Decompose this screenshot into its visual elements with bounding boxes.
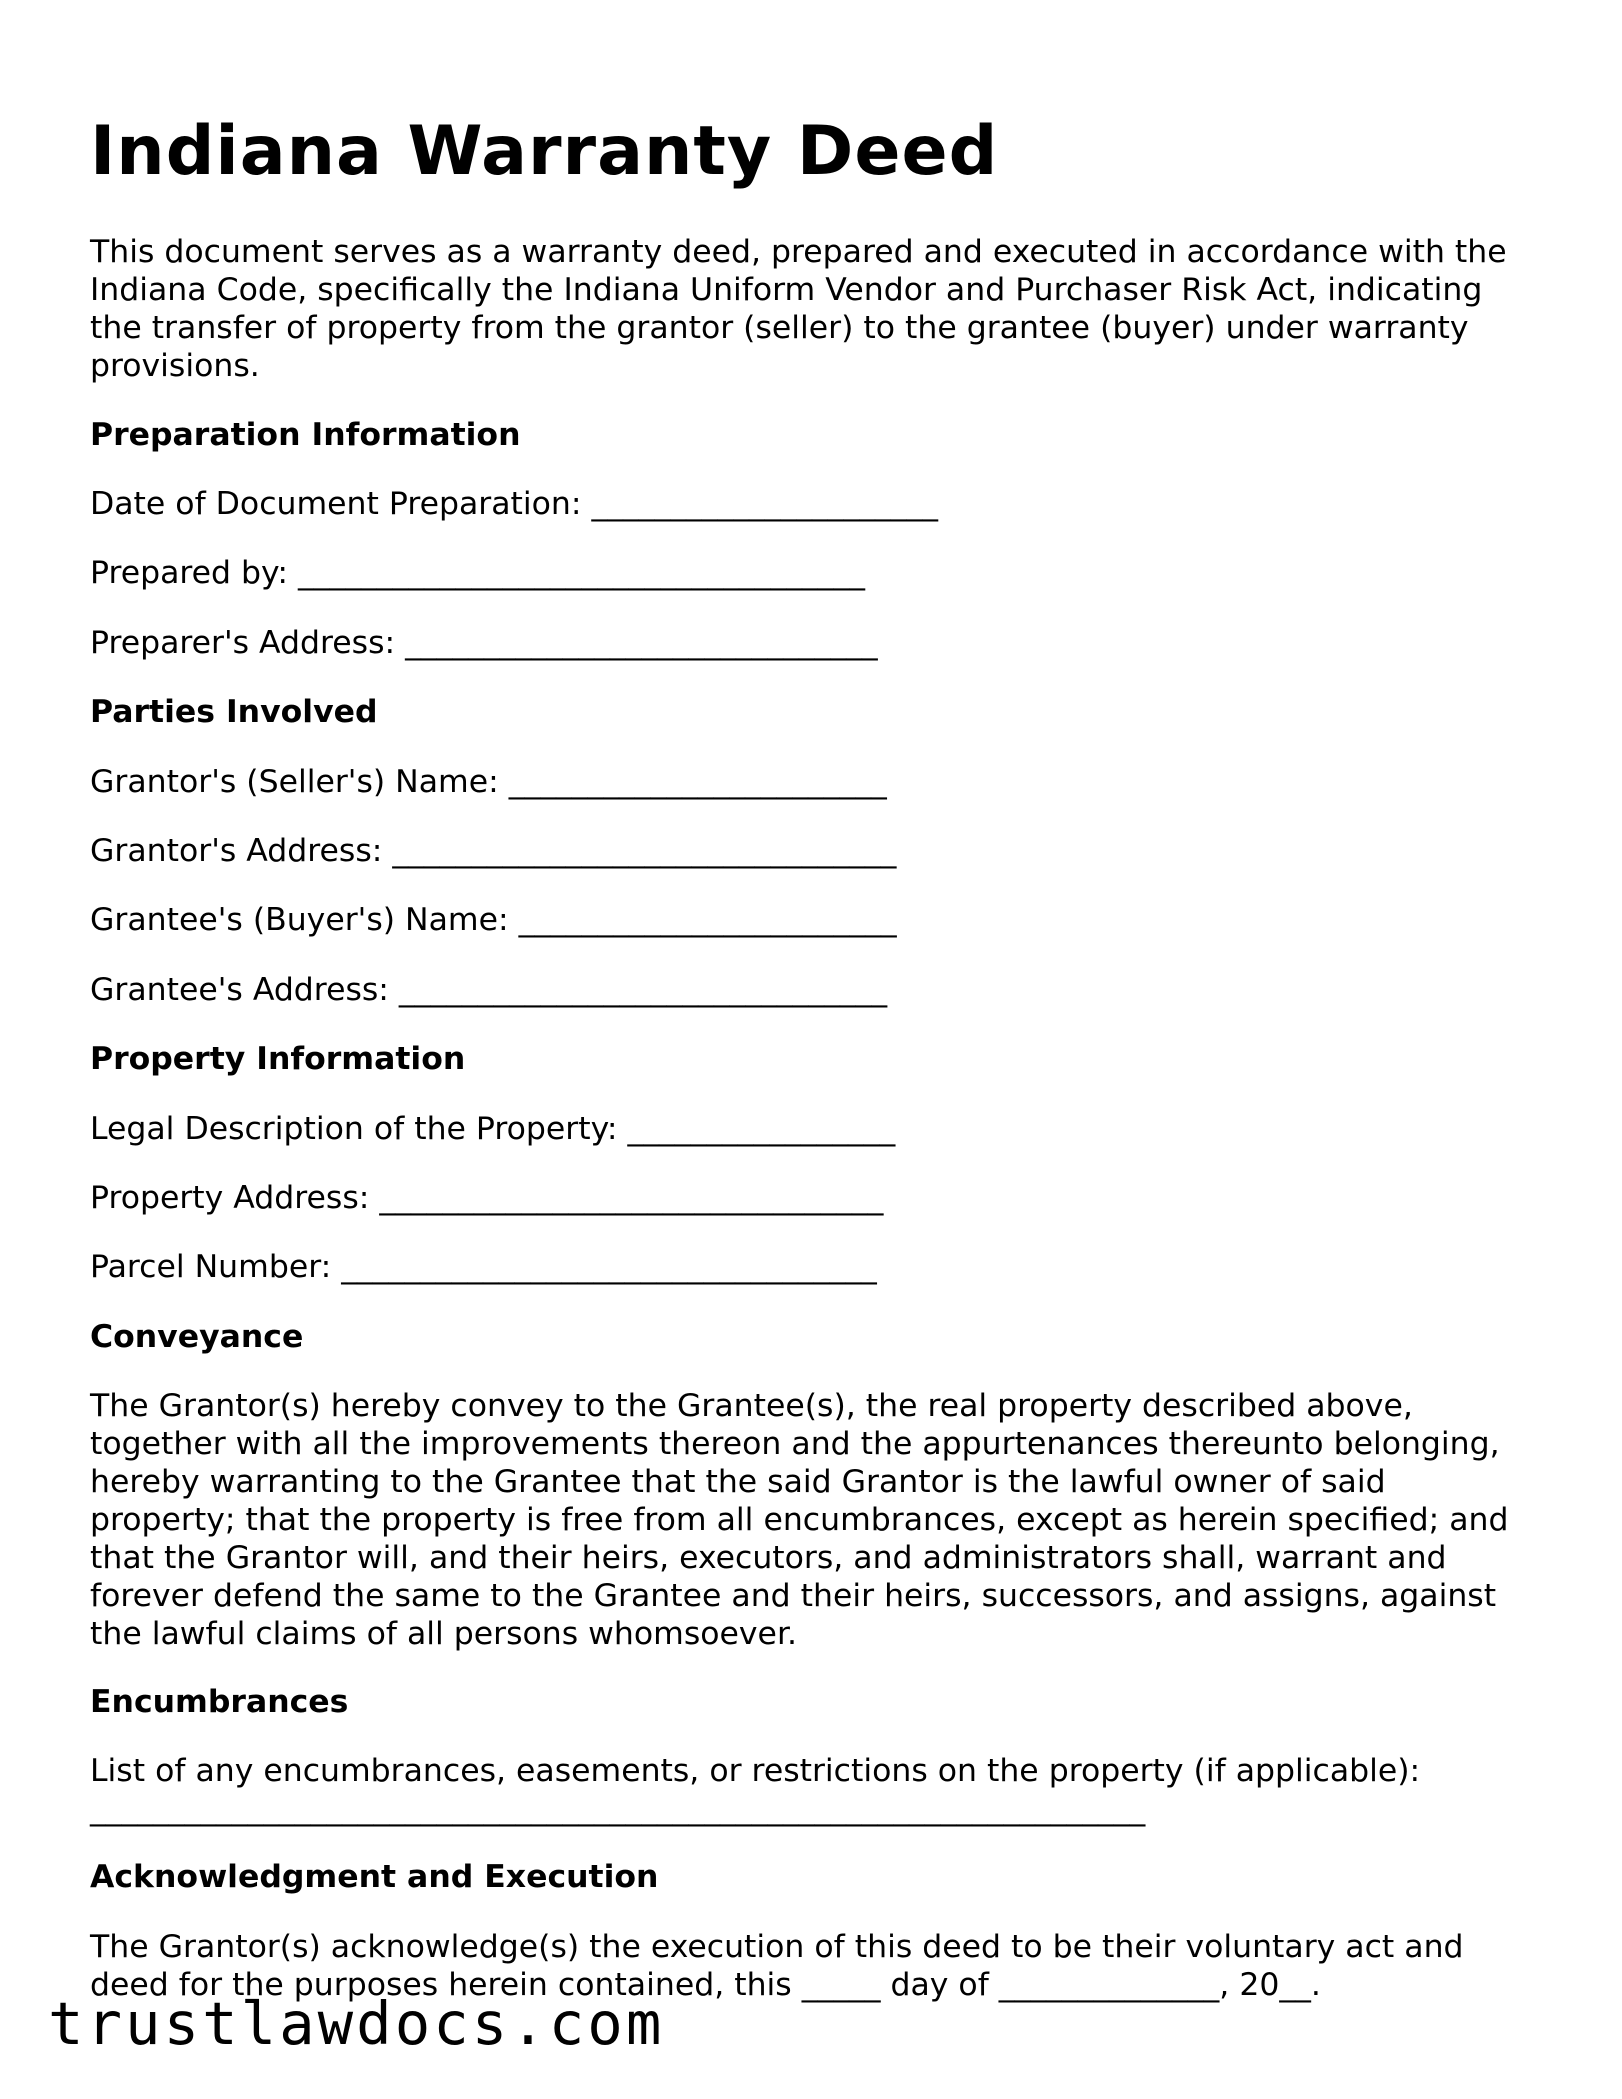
- acknowledgment-line: The Grantor(s) acknowledge(s) the execution of this deed to be their voluntary act and: [90, 1929, 1464, 1965]
- intro-line: This document serves as a warranty deed, prepared and executed in accordance with the: [90, 234, 1507, 270]
- encumbrances-line: List of any encumbrances, easements, or restrictions on the property (if applicable):: [90, 1753, 1421, 1789]
- encumbrances-blank-line: ___________________________________________________________________: [90, 1791, 1146, 1827]
- parcel-number-field: Parcel Number: __________________________________: [90, 1249, 877, 1285]
- conveyance-line: property; that the property is free from all encumbrances, except as herein specified; and: [90, 1502, 1509, 1538]
- grantor-address-field: Grantor's Address: ________________________________: [90, 833, 897, 869]
- property-heading: Property Information: [90, 1041, 466, 1077]
- property-address-field: Property Address: ________________________________: [90, 1180, 884, 1216]
- preparer-address-field: Preparer's Address: ______________________________: [90, 625, 878, 661]
- conveyance-heading: Conveyance: [90, 1319, 304, 1355]
- preparation-heading: Preparation Information: [90, 417, 521, 453]
- parties-heading: Parties Involved: [90, 694, 378, 730]
- intro-line: provisions.: [90, 348, 260, 384]
- conveyance-line: that the Grantor will, and their heirs, executors, and administrators shall, warrant and: [90, 1540, 1447, 1576]
- preparation-date-field: Date of Document Preparation: ______________________: [90, 486, 938, 522]
- legal-description-field: Legal Description of the Property: _________________: [90, 1111, 896, 1147]
- encumbrances-paragraph: [90, 1752, 1420, 1828]
- intro-line: the transfer of property from the grantor (seller) to the grantee (buyer) under warranty: [90, 310, 1469, 346]
- conveyance-line: forever defend the same to the Grantee and their heirs, successors, and assigns, against: [90, 1578, 1497, 1614]
- acknowledgment-heading: Acknowledgment and Execution: [90, 1859, 659, 1895]
- document-title: Indiana Warranty Deed: [90, 112, 999, 191]
- encumbrances-heading: Encumbrances: [90, 1684, 349, 1720]
- grantee-address-field: Grantee's Address: _______________________________: [90, 972, 888, 1008]
- conveyance-paragraph: [90, 1387, 1508, 1653]
- conveyance-line: the lawful claims of all persons whomsoever.: [90, 1616, 798, 1652]
- prepared-by-field: Prepared by: ____________________________________: [90, 555, 865, 591]
- conveyance-line: together with all the improvements thereon and the appurtenances thereunto belonging,: [90, 1426, 1500, 1462]
- conveyance-line: The Grantor(s) hereby convey to the Grantee(s), the real property described above,: [90, 1388, 1413, 1424]
- conveyance-line: hereby warranting to the Grantee that the said Grantor is the lawful owner of said: [90, 1464, 1386, 1500]
- grantee-name-field: Grantee's (Buyer's) Name: ________________________: [90, 902, 897, 938]
- intro-paragraph: [90, 233, 1507, 385]
- watermark-text: trustlawdocs.com: [48, 1989, 665, 2058]
- grantor-name-field: Grantor's (Seller's) Name: ________________________: [90, 764, 887, 800]
- intro-line: Indiana Code, specifically the Indiana Uniform Vendor and Purchaser Risk Act, indicating: [90, 272, 1483, 308]
- acknowledgment-line: deed for the purposes herein contained, this _____ day of ______________, 20__.: [90, 1967, 1321, 2003]
